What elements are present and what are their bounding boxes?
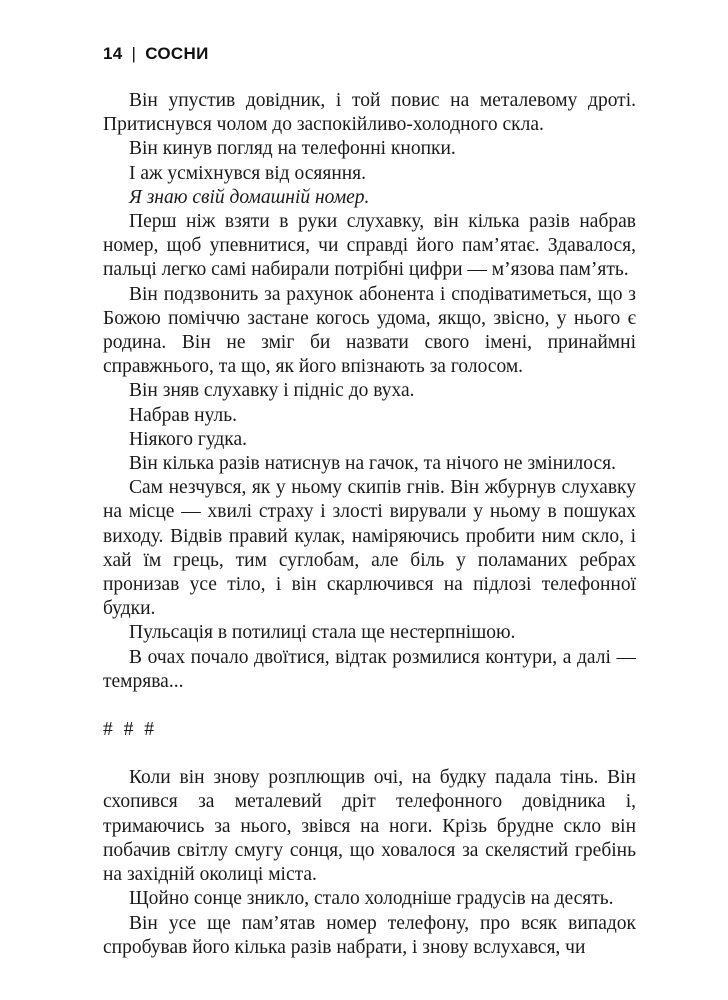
paragraph: Він подзвонить за рахунок абонента і сподіватиметься, що з Божою поміччю застане когось удома, якщо, звісно, у нього є родина. Він не зміг би назвати свого імені, принаймні справжнього, та що, як його впізнають за голосом. [103,283,636,378]
body-text [103,89,636,960]
paragraph: Пульсація в потилиці стала ще нестерпнішою. [129,622,516,644]
paragraph: Коли він знову розплющив очі, на будку падала тінь. Він схопився за металевий дріт телефонного довідника і, тримаючись за нього, звівся на ноги. Крізь брудне скло він побачив світлу смугу сонця, що ховалося за скелястий гребінь на західній околиці міста. [103,767,636,886]
scene-break: # # # [103,719,157,741]
header-separator: | [131,44,137,63]
paragraph: Перш ніж взяти в руки слухавку, він кілька разів набрав номер, щоб упевнитися, чи справді його пам’ятає. Здавалося, пальці легко самі набирали потрібні цифри — м’язова пам’ять. [103,211,636,281]
paragraph: Набрав нуль. [129,404,237,426]
paragraph: Він кілька разів натиснув на гачок, та нічого не змінилося. [129,453,616,475]
paragraph: Він кинув погляд на телефонні кнопки. [129,138,456,160]
paragraph: В очах почало двоїтися, відтак розмилися контури, а далі — темрява... [103,646,636,692]
book-title: СОСНИ [145,44,209,63]
paragraph: Сам незчувся, як у ньому скипів гнів. Він жбурнув слухавку на місце — хвилі страху і злості вирували у ньому в пошуках виходу. Відвів правий кулак, наміряючись пробити ним скло, і хай їм грець, тим суглобам, але біль у поламаних ребрах пронизав усе тіло, і він скарлючився на підлозі телефонної будки. [103,477,636,620]
page-number: 14 [103,44,123,63]
paragraph: Він упустив довідник, і той повис на металевому дроті. Притиснувся чолом до заспокійливо-холодного скла. [103,90,636,136]
paragraph: Він зняв слухавку і підніс до вуха. [129,380,415,402]
running-head [103,44,209,64]
paragraph: Він усе ще пам’ятав номер телефону, про всяк випадок спробував його кілька разів набрати, і знову вслухався, чи [103,912,636,958]
paragraph: Щойно сонце зникло, стало холодніше градусів на десять. [129,888,614,910]
paragraph-italic: Я знаю свій домашній номер. [129,186,370,208]
paragraph: І аж усміхнувся від осяяння. [129,162,367,184]
paragraph: Ніякого гудка. [129,428,247,450]
